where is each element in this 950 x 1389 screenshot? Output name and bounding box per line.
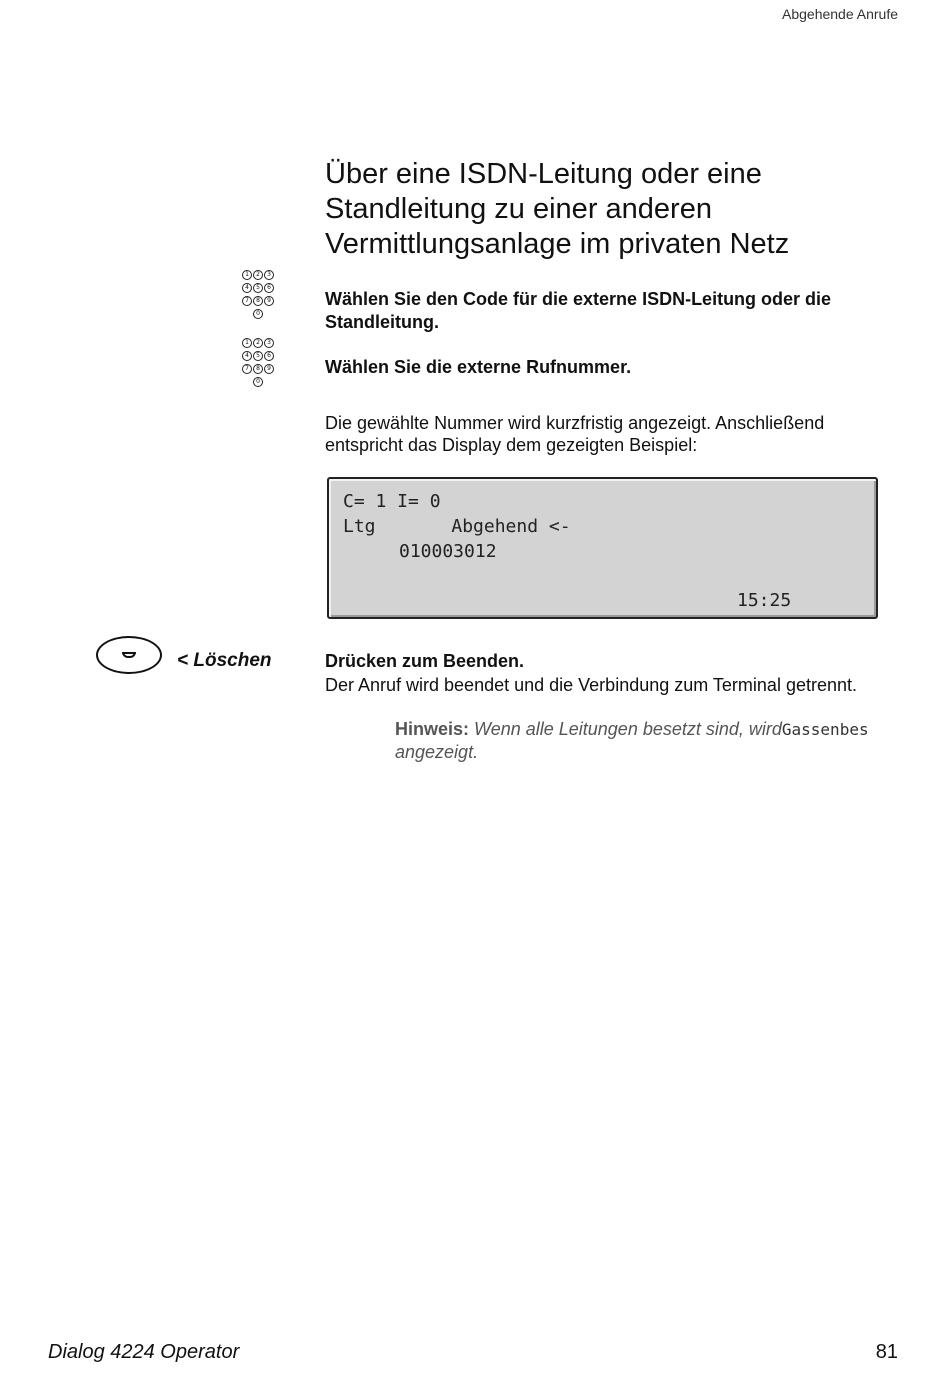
keypad-key: 3	[264, 338, 274, 348]
keypad-key: 4	[242, 283, 252, 293]
keypad-key: 6	[264, 351, 274, 361]
section-header: Abgehende Anrufe	[782, 6, 898, 22]
keypad-key: 1	[242, 270, 252, 280]
end-call-title: Drücken zum Beenden.	[325, 651, 525, 671]
note-code: Gassenbes	[781, 720, 869, 739]
keypad-key: 2	[253, 270, 263, 280]
softkey-loeschen-label[interactable]: < Löschen	[177, 650, 272, 671]
keypad-key: 0	[253, 377, 263, 387]
footer-page-number: 81	[875, 1341, 898, 1363]
keypad-icon	[238, 270, 278, 322]
keypad-key: 8	[253, 364, 263, 374]
keypad-key: 9	[264, 364, 274, 374]
info-paragraph: Die gewählte Nummer wird kurzfristig angezeigt. Anschließend entspricht das Display dem gezeigten Beispiel:	[325, 413, 825, 455]
display-line-1: C= 1 I= 0	[343, 491, 441, 512]
keypad-key: 0	[253, 309, 263, 319]
page-title: Über eine ISDN-Leitung oder eine Standleitung zu einer anderen Vermittlungsanlage im privaten Netz	[325, 158, 790, 260]
end-call-description: Der Anruf wird beendet und die Verbindung zum Terminal getrennt.	[325, 675, 857, 695]
note	[395, 718, 905, 764]
keypad-icon	[238, 338, 278, 390]
keypad-key: 8	[253, 296, 263, 306]
step-dial-number: Wählen Sie die externe Rufnummer.	[325, 357, 632, 377]
display-line-3: 010003012	[399, 541, 497, 562]
note-text-before: Wenn alle Leitungen besetzt sind, wird	[474, 719, 782, 739]
step-dial-code: Wählen Sie den Code für die externe ISDN-Leitung oder die Standleitung.	[325, 289, 832, 332]
keypad-key: 4	[242, 351, 252, 361]
keypad-key: 3	[264, 270, 274, 280]
display-time: 15:25	[737, 590, 792, 611]
footer-product: Dialog 4224 Operator	[48, 1341, 240, 1363]
end-call-glyph-icon	[122, 652, 136, 658]
note-label: Hinweis:	[395, 719, 470, 739]
end-call-key-icon[interactable]	[96, 636, 162, 674]
keypad-key: 6	[264, 283, 274, 293]
keypad-key: 5	[253, 351, 263, 361]
keypad-key: 9	[264, 296, 274, 306]
note-text-after: angezeigt.	[395, 742, 479, 762]
keypad-key: 5	[253, 283, 263, 293]
keypad-key: 2	[253, 338, 263, 348]
display-line-2: Ltg Abgehend <-	[343, 516, 571, 537]
phone-display	[327, 477, 878, 619]
keypad-key: 1	[242, 338, 252, 348]
keypad-key: 7	[242, 296, 252, 306]
keypad-key: 7	[242, 364, 252, 374]
